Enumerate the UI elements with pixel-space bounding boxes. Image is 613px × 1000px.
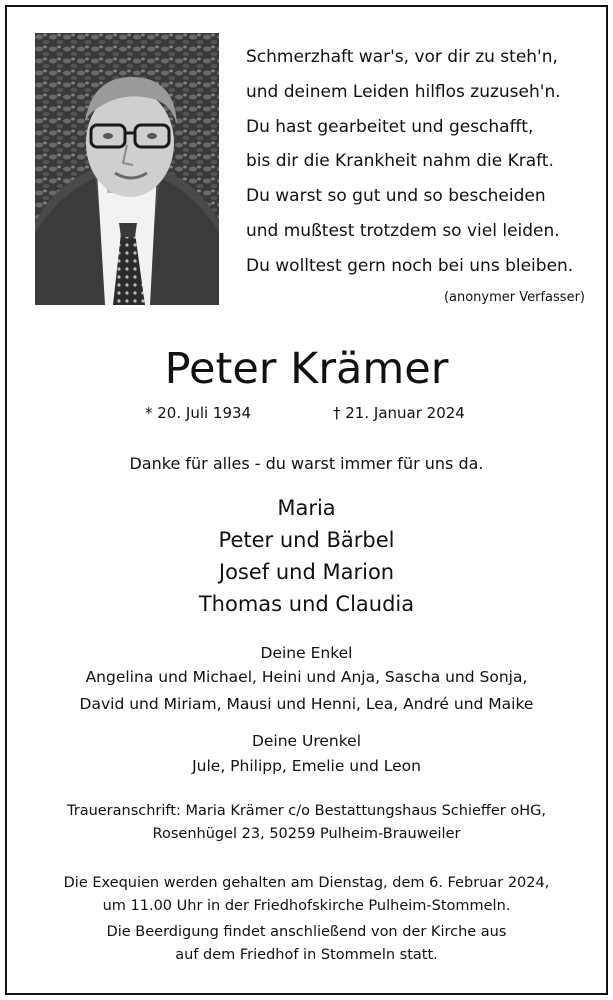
service-line: Die Exequien werden gehalten am Dienstag, dem 6. Februar 2024, xyxy=(63,875,550,891)
poem-line: und mußtest trotzdem so viel leiden. xyxy=(246,220,560,241)
poem-attribution: (anonymer Verfasser) xyxy=(443,290,585,305)
address-line: Traueranschrift: Maria Krämer c/o Bestattungshaus Schieffer oHG, xyxy=(67,803,546,819)
family-member: Maria xyxy=(277,496,336,520)
family-list xyxy=(0,492,613,620)
birth-date: * 20. Juli 1934 xyxy=(145,404,252,422)
burial-info xyxy=(0,921,613,967)
great-grandchildren-heading: Deine Urenkel xyxy=(251,732,362,750)
address-line: Rosenhügel 23, 50259 Pulheim-Brauweiler xyxy=(152,826,461,842)
burial-line: auf dem Friedhof in Stommeln statt. xyxy=(175,947,438,963)
poem xyxy=(246,40,601,284)
family-member: Peter und Bärbel xyxy=(218,528,395,552)
poem-line: Du warst so gut und so bescheiden xyxy=(246,186,546,207)
portrait-photo xyxy=(35,33,219,305)
deceased-name: Peter Krämer xyxy=(164,344,449,394)
death-date: † 21. Januar 2024 xyxy=(333,404,465,422)
great-grandchildren-line: Jule, Philipp, Emelie und Leon xyxy=(192,757,421,775)
burial-line: Die Beerdigung findet anschließend von der Kirche aus xyxy=(106,924,507,940)
poem-line: Schmerzhaft war's, vor dir zu steh'n, xyxy=(246,47,558,67)
grandchildren-line: David und Miriam, Mausi und Henni, Lea, André und Maike xyxy=(79,695,534,713)
family-member: Josef und Marion xyxy=(218,560,395,584)
grandchildren-line: Angelina und Michael, Heini und Anja, Sascha und Sonja, xyxy=(85,668,528,686)
poem-line: und deinem Leiden hilflos zuzuseh'n. xyxy=(246,81,561,102)
poem-line: Du hast gearbeitet und geschafft, xyxy=(246,116,534,137)
family-member: Thomas und Claudia xyxy=(198,592,415,616)
service-info xyxy=(0,872,613,918)
thanks-line: Danke für alles - du warst immer für uns da. xyxy=(129,454,484,473)
poem-line: Du wolltest gern noch bei uns bleiben. xyxy=(246,255,574,276)
grandchildren-heading: Deine Enkel xyxy=(260,644,353,662)
poem-line: bis dir die Krankheit nahm die Kraft. xyxy=(246,151,554,172)
service-line: um 11.00 Uhr in der Friedhofskirche Pulheim-Stommeln. xyxy=(102,898,511,914)
mourning-address xyxy=(0,800,613,846)
grandchildren-list xyxy=(0,664,613,718)
great-grandchildren-list xyxy=(0,753,613,780)
